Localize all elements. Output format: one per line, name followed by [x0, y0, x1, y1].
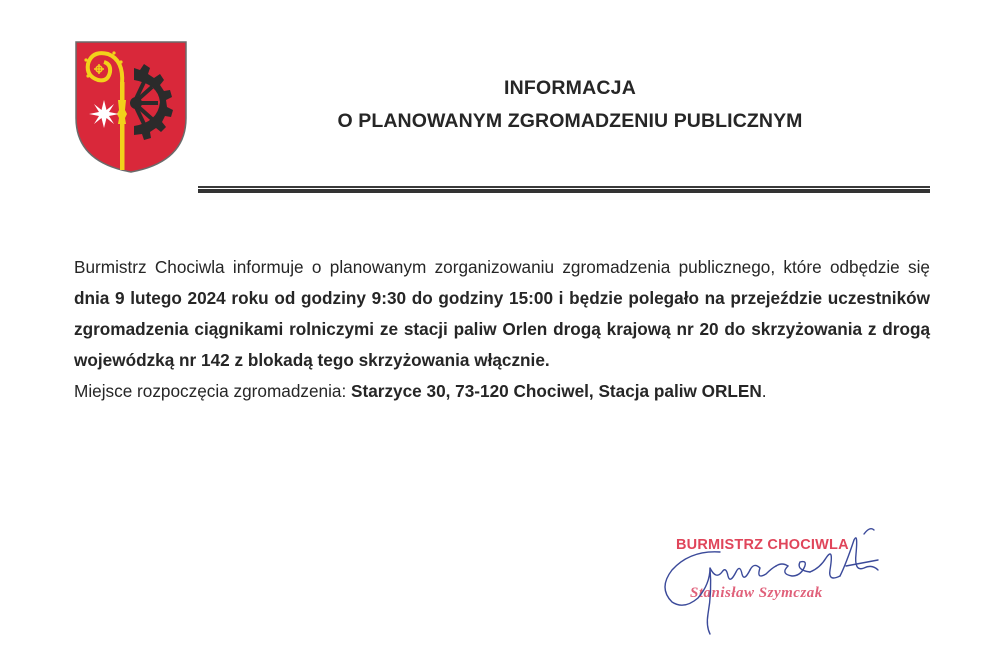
coat-of-arms — [74, 40, 188, 174]
signature-block — [650, 510, 910, 640]
announcement-paragraph — [74, 252, 930, 376]
title-line-2: O PLANOWANYM ZGROMADZENIU PUBLICZNYM — [337, 110, 803, 132]
location-label: Miejsce rozpoczęcia zgromadzenia: — [74, 381, 352, 401]
announcement-intro: Burmistrz Chociwla informuje o planowanym zorganizowaniu zgromadzenia publicznego, które odbędzie się — [74, 257, 930, 277]
location-value: Starzyce 30, 73-120 Chociwel, Stacja paliw ORLEN — [351, 381, 762, 401]
stamp-title: BURMISTRZ CHOCIWLA — [676, 537, 849, 553]
stamp-name: Stanisław Szymczak — [690, 585, 823, 601]
divider-thin-line — [198, 186, 930, 188]
assembly-location — [74, 376, 930, 407]
municipal-coat-of-arms-icon — [74, 40, 188, 174]
title-line-1: INFORMACJA — [504, 77, 636, 99]
location-end: . — [761, 381, 767, 401]
document-title — [290, 72, 850, 138]
header-divider — [198, 186, 930, 194]
announcement-details: dnia 9 lutego 2024 roku od godziny 9:30 do godziny 15:00 i będzie polegało na przejeździe uczestników zgromadzenia ciągnikami rolniczymi ze stacji paliw Orlen drogą krajową nr 20 do skrzyżowania z drogą wojewódzką nr 142 z blokadą tego skrzyżowania włącznie. — [74, 288, 930, 370]
handwritten-signature-icon — [650, 510, 910, 640]
divider-thick-line — [198, 189, 930, 193]
document-body — [74, 252, 930, 407]
